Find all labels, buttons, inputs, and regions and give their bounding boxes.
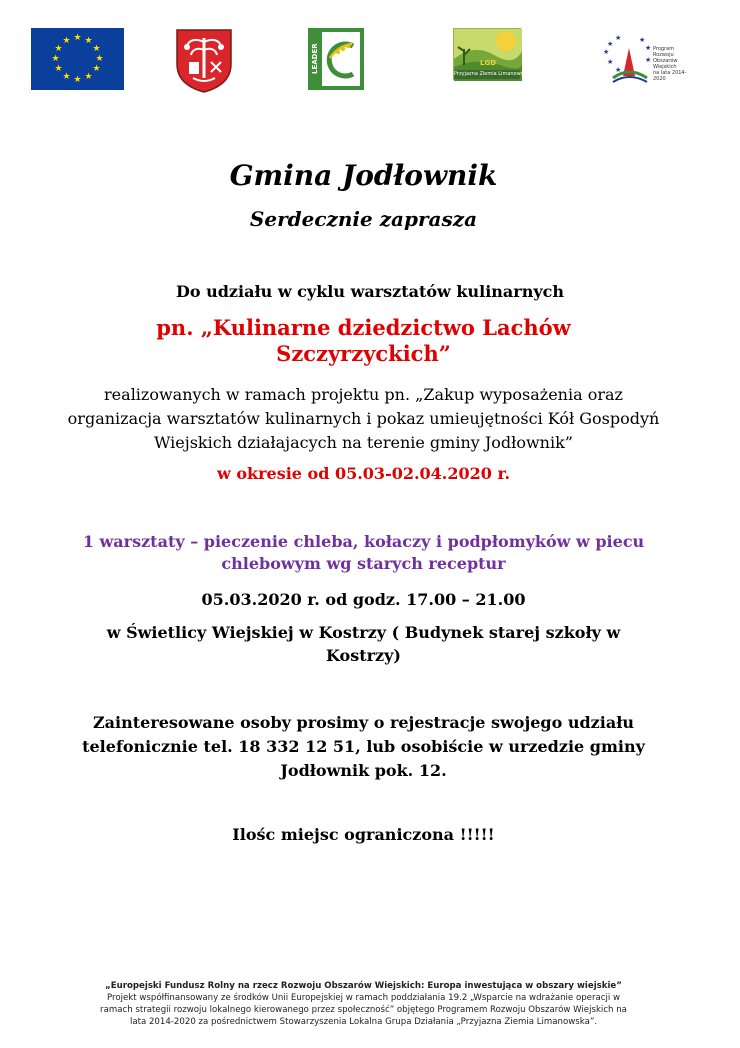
limited-seats-notice: Ilośc miejsc ograniczona !!!!!	[232, 825, 495, 844]
svg-text:★: ★	[615, 34, 622, 42]
place-line: w Świetlicy Wiejskiej w Kostrzy ( Budynek starej szkoły w	[106, 623, 621, 642]
leader-logo	[308, 28, 364, 90]
star-icon: ★	[62, 72, 71, 82]
workshop-datetime: 05.03.2020 r. od godz. 17.00 – 21.00	[201, 590, 526, 609]
svg-text:★: ★	[615, 66, 622, 74]
realized-paragraph	[0, 383, 727, 455]
project-name	[0, 315, 727, 367]
star-icon: ★	[54, 44, 63, 54]
page-title: Gmina Jodłownik	[229, 159, 498, 192]
funding-footer	[40, 980, 687, 1028]
star-icon: ★	[51, 54, 60, 64]
contact-line: Jodłownik pok. 12.	[280, 761, 447, 780]
workshop-line: 1 warsztaty – pieczenie chleba, kołaczy i podpłomyków w piecu	[82, 532, 645, 551]
workshop-description	[0, 531, 727, 575]
place-line: Kostrzy)	[325, 646, 401, 665]
svg-text:★: ★	[645, 44, 652, 52]
footer-line: lata 2014-2020 za pośrednictwem Stowarzyszenia Lokalna Grupa Działania „Przyjazna Ziemia Limanowska”.	[129, 1017, 598, 1027]
star-icon: ★	[92, 64, 101, 74]
footer-line: ramach strategii rozwoju lokalnego kierowanego przez społeczność” objętego Programem Rozwoju Obszarów Wiejskich na	[100, 1005, 627, 1015]
contact-line: telefonicznie tel. 18 332 12 51, lub osobiście w urzedzie gminy	[82, 737, 645, 756]
leader-label: LEADER	[311, 43, 319, 75]
star-icon: ★	[54, 64, 63, 74]
project-name-line: Szczyrzyckich”	[276, 341, 451, 366]
star-icon: ★	[73, 33, 82, 43]
svg-text:★: ★	[603, 48, 610, 56]
workshop-place	[0, 621, 727, 667]
star-icon: ★	[92, 44, 101, 54]
lgd-logo	[453, 28, 530, 80]
coat-of-arms-logo	[175, 28, 233, 94]
prow-text-line: na lata 2014-2020	[653, 70, 687, 82]
footer-line: „Europejski Fundusz Rolny na rzecz Rozwoju Obszarów Wiejskich: Europa inwestująca w obszary wiejskie”	[105, 981, 622, 991]
prow-logo	[603, 32, 699, 88]
star-icon: ★	[84, 36, 93, 46]
prow-emblem-icon	[603, 32, 653, 88]
svg-text:★: ★	[645, 56, 652, 64]
contact-paragraph	[0, 711, 727, 783]
prow-text-line: Wiejskich	[653, 64, 677, 70]
invite-text: Do udziału w cyklu warsztatów kulinarnych	[175, 282, 564, 301]
star-icon: ★	[95, 54, 104, 64]
subtitle: Serdecznie zaprasza	[249, 207, 478, 231]
realized-line: Wiejskich działajacych na terenie gminy Jodłownik”	[154, 433, 573, 452]
realized-line: realizowanych w ramach projektu pn. „Zakup wyposażenia oraz	[104, 385, 623, 404]
lgd-caption: Przyjazna Ziemia Limanowska	[454, 71, 530, 77]
contact-line: Zainteresowane osoby prosimy o rejestracje swojego udziału	[92, 713, 634, 732]
prow-text	[653, 46, 699, 82]
star-icon: ★	[62, 36, 71, 46]
svg-text:★: ★	[639, 36, 646, 44]
svg-text:★: ★	[607, 58, 614, 66]
coat-of-arms-icon	[175, 28, 233, 94]
svg-text:★: ★	[607, 40, 614, 48]
svg-text:LGD: LGD	[480, 59, 497, 67]
star-icon: ★	[84, 72, 93, 82]
eu-flag-logo	[31, 28, 124, 90]
prow-text-line: Rozwoju	[653, 52, 674, 58]
realized-line: organizacja warsztatów kulinarnych i pokaz umieujętności Kół Gospodyń	[67, 409, 660, 428]
star-icon: ★	[73, 75, 82, 85]
period-text: w okresie od 05.03-02.04.2020 r.	[216, 464, 511, 483]
prow-text-line: Obszarów	[653, 58, 678, 64]
prow-text-line: Program	[653, 46, 675, 52]
project-name-line: pn. „Kulinarne dziedzictwo Lachów	[156, 315, 571, 340]
logo-bar	[0, 28, 727, 94]
footer-line: Projekt współfinansowany ze środków Unii Europejskiej w ramach poddziałania 19.2 „Wsparcie na wdrażanie operacji w	[106, 993, 621, 1003]
workshop-line: chlebowym wg starych receptur	[221, 554, 506, 573]
